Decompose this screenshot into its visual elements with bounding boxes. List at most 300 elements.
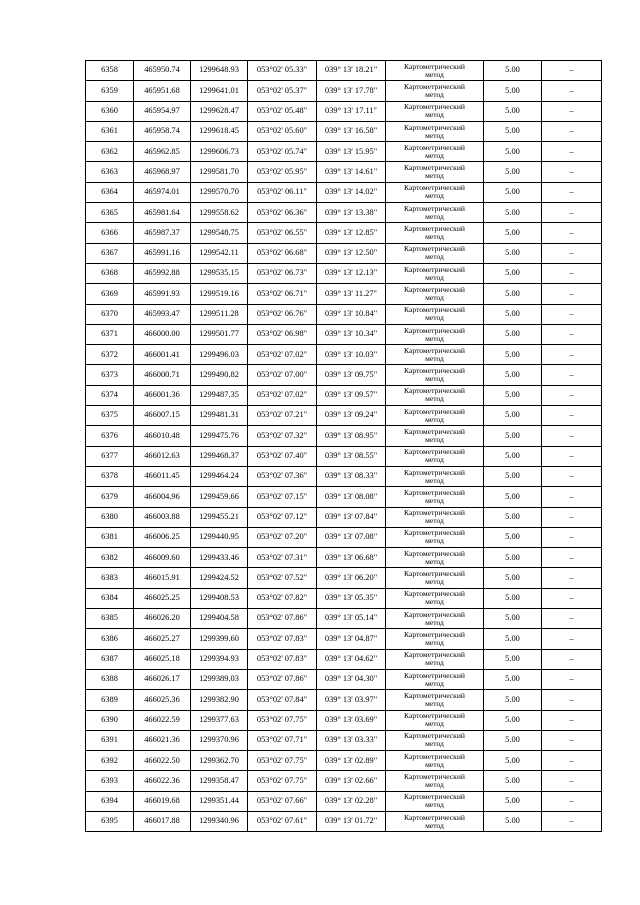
- latitude-cell: 053°02' 05.95": [248, 162, 317, 182]
- y-coordinate-cell: 1299641.01: [191, 81, 248, 101]
- coordinates-table-body: [86, 61, 602, 832]
- point-number-cell: 6372: [86, 345, 134, 365]
- method-cell: [386, 568, 484, 588]
- method-line: Картометрический: [404, 467, 465, 477]
- point-number-cell: 6359: [86, 81, 134, 101]
- latitude-cell: 053°02' 07.83": [248, 629, 317, 649]
- x-coordinate-cell: 466004.96: [134, 487, 191, 507]
- point-number-cell: 6388: [86, 669, 134, 689]
- method-line: Картометрический: [404, 305, 465, 315]
- latitude-cell: 053°02' 07.84": [248, 690, 317, 710]
- accuracy-cell: 5.00: [484, 649, 542, 669]
- method-line: метод: [425, 455, 444, 465]
- longitude-cell: 039° 13' 12.85": [317, 223, 386, 243]
- x-coordinate-cell: 465968.97: [134, 162, 191, 182]
- y-coordinate-cell: 1299370.96: [191, 730, 248, 750]
- y-coordinate-cell: 1299501.77: [191, 324, 248, 344]
- method-line: Картометрический: [404, 163, 465, 173]
- method-line: Картометрический: [404, 670, 465, 680]
- table-row: [86, 568, 602, 588]
- method-cell: [386, 446, 484, 466]
- table-row: [86, 669, 602, 689]
- method-cell: [386, 406, 484, 426]
- table-row: [86, 345, 602, 365]
- x-coordinate-cell: 466001.36: [134, 385, 191, 405]
- y-coordinate-cell: 1299487.35: [191, 385, 248, 405]
- latitude-cell: 053°02' 06.98": [248, 324, 317, 344]
- method-line: метод: [425, 313, 444, 323]
- longitude-cell: 039° 13' 18.21": [317, 61, 386, 81]
- table-row: [86, 710, 602, 730]
- point-number-cell: 6377: [86, 446, 134, 466]
- method-line: Картометрический: [404, 386, 465, 396]
- y-coordinate-cell: 1299440.95: [191, 527, 248, 547]
- method-line: метод: [425, 698, 444, 708]
- note-cell: –: [542, 121, 602, 141]
- note-cell: –: [542, 568, 602, 588]
- latitude-cell: 053°02' 07.12": [248, 507, 317, 527]
- method-cell: [386, 162, 484, 182]
- x-coordinate-cell: 465974.01: [134, 182, 191, 202]
- y-coordinate-cell: 1299399.60: [191, 629, 248, 649]
- table-row: [86, 751, 602, 771]
- point-number-cell: 6392: [86, 751, 134, 771]
- method-line: Картометрический: [404, 812, 465, 822]
- method-line: Картометрический: [404, 345, 465, 355]
- method-line: метод: [425, 475, 444, 485]
- latitude-cell: 053°02' 06.71": [248, 284, 317, 304]
- latitude-cell: 053°02' 07.66": [248, 791, 317, 811]
- point-number-cell: 6358: [86, 61, 134, 81]
- table-row: [86, 121, 602, 141]
- method-line: метод: [425, 495, 444, 505]
- method-line: Картометрический: [404, 772, 465, 782]
- method-line: Картометрический: [404, 284, 465, 294]
- y-coordinate-cell: 1299542.11: [191, 243, 248, 263]
- note-cell: –: [542, 588, 602, 608]
- longitude-cell: 039° 13' 08.55": [317, 446, 386, 466]
- table-row: [86, 61, 602, 81]
- note-cell: –: [542, 284, 602, 304]
- note-cell: –: [542, 304, 602, 324]
- method-cell: [386, 101, 484, 121]
- table-row: [86, 284, 602, 304]
- longitude-cell: 039° 13' 08.95": [317, 426, 386, 446]
- method-cell: [386, 548, 484, 568]
- note-cell: –: [542, 345, 602, 365]
- method-cell: [386, 791, 484, 811]
- longitude-cell: 039° 13' 04.62": [317, 649, 386, 669]
- latitude-cell: 053°02' 07.20": [248, 527, 317, 547]
- y-coordinate-cell: 1299468.37: [191, 446, 248, 466]
- method-cell: [386, 609, 484, 629]
- y-coordinate-cell: 1299433.46: [191, 548, 248, 568]
- note-cell: –: [542, 669, 602, 689]
- method-cell: [386, 426, 484, 446]
- accuracy-cell: 5.00: [484, 609, 542, 629]
- note-cell: –: [542, 203, 602, 223]
- point-number-cell: 6394: [86, 791, 134, 811]
- point-number-cell: 6379: [86, 487, 134, 507]
- longitude-cell: 039° 13' 02.66": [317, 771, 386, 791]
- method-line: метод: [425, 739, 444, 749]
- method-cell: [386, 61, 484, 81]
- method-line: Картометрический: [404, 406, 465, 416]
- y-coordinate-cell: 1299511.28: [191, 304, 248, 324]
- method-line: Картометрический: [404, 203, 465, 213]
- method-cell: [386, 811, 484, 831]
- method-line: Картометрический: [404, 81, 465, 91]
- method-cell: [386, 690, 484, 710]
- method-line: метод: [425, 719, 444, 729]
- latitude-cell: 053°02' 07.75": [248, 751, 317, 771]
- method-line: Картометрический: [404, 629, 465, 639]
- y-coordinate-cell: 1299481.31: [191, 406, 248, 426]
- x-coordinate-cell: 465993.47: [134, 304, 191, 324]
- accuracy-cell: 5.00: [484, 324, 542, 344]
- y-coordinate-cell: 1299404.58: [191, 609, 248, 629]
- table-row: [86, 446, 602, 466]
- table-row: [86, 466, 602, 486]
- longitude-cell: 039° 13' 09.57": [317, 385, 386, 405]
- longitude-cell: 039° 13' 16.58": [317, 121, 386, 141]
- y-coordinate-cell: 1299496.03: [191, 345, 248, 365]
- point-number-cell: 6389: [86, 690, 134, 710]
- point-number-cell: 6367: [86, 243, 134, 263]
- note-cell: –: [542, 771, 602, 791]
- note-cell: –: [542, 324, 602, 344]
- x-coordinate-cell: 465950.74: [134, 61, 191, 81]
- method-line: метод: [425, 191, 444, 201]
- accuracy-cell: 5.00: [484, 223, 542, 243]
- method-cell: [386, 182, 484, 202]
- method-cell: [386, 466, 484, 486]
- x-coordinate-cell: 465991.16: [134, 243, 191, 263]
- accuracy-cell: 5.00: [484, 162, 542, 182]
- accuracy-cell: 5.00: [484, 527, 542, 547]
- table-row: [86, 162, 602, 182]
- accuracy-cell: 5.00: [484, 385, 542, 405]
- method-line: метод: [425, 89, 444, 99]
- method-line: Картометрический: [404, 548, 465, 558]
- table-row: [86, 609, 602, 629]
- note-cell: –: [542, 81, 602, 101]
- longitude-cell: 039° 13' 12.13": [317, 263, 386, 283]
- note-cell: –: [542, 243, 602, 263]
- method-line: метод: [425, 374, 444, 384]
- accuracy-cell: 5.00: [484, 669, 542, 689]
- accuracy-cell: 5.00: [484, 243, 542, 263]
- coordinates-table: [85, 60, 602, 832]
- latitude-cell: 053°02' 07.36": [248, 466, 317, 486]
- table-row: [86, 690, 602, 710]
- latitude-cell: 053°02' 06.73": [248, 263, 317, 283]
- accuracy-cell: 5.00: [484, 751, 542, 771]
- accuracy-cell: 5.00: [484, 791, 542, 811]
- x-coordinate-cell: 466000.00: [134, 324, 191, 344]
- latitude-cell: 053°02' 07.00": [248, 365, 317, 385]
- method-cell: [386, 649, 484, 669]
- y-coordinate-cell: 1299455.21: [191, 507, 248, 527]
- point-number-cell: 6395: [86, 811, 134, 831]
- accuracy-cell: 5.00: [484, 142, 542, 162]
- longitude-cell: 039° 13' 09.24": [317, 406, 386, 426]
- method-line: метод: [425, 211, 444, 221]
- latitude-cell: 053°02' 07.02": [248, 385, 317, 405]
- y-coordinate-cell: 1299377.63: [191, 710, 248, 730]
- point-number-cell: 6387: [86, 649, 134, 669]
- accuracy-cell: 5.00: [484, 61, 542, 81]
- point-number-cell: 6366: [86, 223, 134, 243]
- method-line: метод: [425, 800, 444, 810]
- note-cell: –: [542, 61, 602, 81]
- y-coordinate-cell: 1299519.16: [191, 284, 248, 304]
- method-cell: [386, 284, 484, 304]
- y-coordinate-cell: 1299382.90: [191, 690, 248, 710]
- accuracy-cell: 5.00: [484, 182, 542, 202]
- x-coordinate-cell: 466017.88: [134, 811, 191, 831]
- accuracy-cell: 5.00: [484, 345, 542, 365]
- accuracy-cell: 5.00: [484, 568, 542, 588]
- y-coordinate-cell: 1299570.70: [191, 182, 248, 202]
- accuracy-cell: 5.00: [484, 690, 542, 710]
- point-number-cell: 6384: [86, 588, 134, 608]
- x-coordinate-cell: 466019.68: [134, 791, 191, 811]
- table-row: [86, 507, 602, 527]
- longitude-cell: 039° 13' 06.68": [317, 548, 386, 568]
- method-line: Картометрический: [404, 244, 465, 254]
- longitude-cell: 039° 13' 09.75": [317, 365, 386, 385]
- point-number-cell: 6390: [86, 710, 134, 730]
- latitude-cell: 053°02' 07.15": [248, 487, 317, 507]
- y-coordinate-cell: 1299581.70: [191, 162, 248, 182]
- point-number-cell: 6380: [86, 507, 134, 527]
- note-cell: –: [542, 811, 602, 831]
- method-cell: [386, 223, 484, 243]
- note-cell: –: [542, 263, 602, 283]
- method-cell: [386, 81, 484, 101]
- accuracy-cell: 5.00: [484, 588, 542, 608]
- accuracy-cell: 5.00: [484, 710, 542, 730]
- method-line: Картометрический: [404, 711, 465, 721]
- method-line: Картометрический: [404, 142, 465, 152]
- method-line: метод: [425, 516, 444, 526]
- y-coordinate-cell: 1299535.15: [191, 263, 248, 283]
- accuracy-cell: 5.00: [484, 730, 542, 750]
- method-line: Картометрический: [404, 751, 465, 761]
- accuracy-cell: 5.00: [484, 507, 542, 527]
- accuracy-cell: 5.00: [484, 487, 542, 507]
- longitude-cell: 039° 13' 07.08": [317, 527, 386, 547]
- point-number-cell: 6376: [86, 426, 134, 446]
- x-coordinate-cell: 466022.36: [134, 771, 191, 791]
- method-cell: [386, 669, 484, 689]
- x-coordinate-cell: 466026.20: [134, 609, 191, 629]
- y-coordinate-cell: 1299648.93: [191, 61, 248, 81]
- x-coordinate-cell: 465958.74: [134, 121, 191, 141]
- method-cell: [386, 243, 484, 263]
- y-coordinate-cell: 1299351.44: [191, 791, 248, 811]
- method-line: Картометрический: [404, 731, 465, 741]
- table-row: [86, 811, 602, 831]
- y-coordinate-cell: 1299618.45: [191, 121, 248, 141]
- method-line: Картометрический: [404, 528, 465, 538]
- latitude-cell: 053°02' 07.21": [248, 406, 317, 426]
- method-line: Картометрический: [404, 366, 465, 376]
- note-cell: –: [542, 142, 602, 162]
- x-coordinate-cell: 465951.68: [134, 81, 191, 101]
- point-number-cell: 6382: [86, 548, 134, 568]
- accuracy-cell: 5.00: [484, 811, 542, 831]
- method-line: Картометрический: [404, 122, 465, 132]
- latitude-cell: 053°02' 06.76": [248, 304, 317, 324]
- method-cell: [386, 324, 484, 344]
- accuracy-cell: 5.00: [484, 406, 542, 426]
- y-coordinate-cell: 1299548.75: [191, 223, 248, 243]
- method-line: метод: [425, 150, 444, 160]
- note-cell: –: [542, 426, 602, 446]
- y-coordinate-cell: 1299606.73: [191, 142, 248, 162]
- method-line: Картометрический: [404, 224, 465, 234]
- method-cell: [386, 751, 484, 771]
- longitude-cell: 039° 13' 14.02": [317, 182, 386, 202]
- note-cell: –: [542, 609, 602, 629]
- method-cell: [386, 527, 484, 547]
- longitude-cell: 039° 13' 17.78": [317, 81, 386, 101]
- method-cell: [386, 710, 484, 730]
- longitude-cell: 039° 13' 10.84": [317, 304, 386, 324]
- latitude-cell: 053°02' 05.74": [248, 142, 317, 162]
- x-coordinate-cell: 466022.50: [134, 751, 191, 771]
- longitude-cell: 039° 13' 03.97": [317, 690, 386, 710]
- point-number-cell: 6375: [86, 406, 134, 426]
- y-coordinate-cell: 1299475.76: [191, 426, 248, 446]
- longitude-cell: 039° 13' 07.84": [317, 507, 386, 527]
- longitude-cell: 039° 13' 11.27": [317, 284, 386, 304]
- method-line: метод: [425, 556, 444, 566]
- method-cell: [386, 345, 484, 365]
- point-number-cell: 6364: [86, 182, 134, 202]
- table-row: [86, 385, 602, 405]
- point-number-cell: 6365: [86, 203, 134, 223]
- point-number-cell: 6371: [86, 324, 134, 344]
- accuracy-cell: 5.00: [484, 101, 542, 121]
- method-line: метод: [425, 597, 444, 607]
- note-cell: –: [542, 101, 602, 121]
- longitude-cell: 039° 13' 06.20": [317, 568, 386, 588]
- method-line: метод: [425, 414, 444, 424]
- y-coordinate-cell: 1299558.62: [191, 203, 248, 223]
- longitude-cell: 039° 13' 10.03": [317, 345, 386, 365]
- longitude-cell: 039° 13' 03.33": [317, 730, 386, 750]
- x-coordinate-cell: 466025.25: [134, 588, 191, 608]
- table-row: [86, 771, 602, 791]
- latitude-cell: 053°02' 07.32": [248, 426, 317, 446]
- accuracy-cell: 5.00: [484, 121, 542, 141]
- method-cell: [386, 263, 484, 283]
- point-number-cell: 6381: [86, 527, 134, 547]
- note-cell: –: [542, 385, 602, 405]
- point-number-cell: 6383: [86, 568, 134, 588]
- x-coordinate-cell: 466009.60: [134, 548, 191, 568]
- table-row: [86, 548, 602, 568]
- method-line: Картометрический: [404, 609, 465, 619]
- method-line: метод: [425, 577, 444, 587]
- method-line: Картометрический: [404, 102, 465, 112]
- table-row: [86, 142, 602, 162]
- longitude-cell: 039° 13' 01.72": [317, 811, 386, 831]
- table-row: [86, 101, 602, 121]
- latitude-cell: 053°02' 05.33": [248, 61, 317, 81]
- note-cell: –: [542, 730, 602, 750]
- method-line: метод: [425, 130, 444, 140]
- method-line: метод: [425, 333, 444, 343]
- method-line: метод: [425, 292, 444, 302]
- x-coordinate-cell: 466000.71: [134, 365, 191, 385]
- longitude-cell: 039° 13' 13.38": [317, 203, 386, 223]
- table-row: [86, 223, 602, 243]
- y-coordinate-cell: 1299340.96: [191, 811, 248, 831]
- note-cell: –: [542, 791, 602, 811]
- longitude-cell: 039° 13' 02.28": [317, 791, 386, 811]
- method-line: метод: [425, 617, 444, 627]
- y-coordinate-cell: 1299628.47: [191, 101, 248, 121]
- method-cell: [386, 385, 484, 405]
- point-number-cell: 6361: [86, 121, 134, 141]
- accuracy-cell: 5.00: [484, 263, 542, 283]
- table-row: [86, 426, 602, 446]
- table-row: [86, 791, 602, 811]
- method-cell: [386, 487, 484, 507]
- point-number-cell: 6362: [86, 142, 134, 162]
- table-row: [86, 629, 602, 649]
- point-number-cell: 6368: [86, 263, 134, 283]
- method-line: Картометрический: [404, 325, 465, 335]
- x-coordinate-cell: 466021.36: [134, 730, 191, 750]
- note-cell: –: [542, 527, 602, 547]
- x-coordinate-cell: 466025.27: [134, 629, 191, 649]
- table-row: [86, 182, 602, 202]
- x-coordinate-cell: 466025.18: [134, 649, 191, 669]
- latitude-cell: 053°02' 05.60": [248, 121, 317, 141]
- method-line: Картометрический: [404, 61, 465, 71]
- longitude-cell: 039° 13' 04.30": [317, 669, 386, 689]
- y-coordinate-cell: 1299394.93: [191, 649, 248, 669]
- latitude-cell: 053°02' 06.55": [248, 223, 317, 243]
- latitude-cell: 053°02' 07.75": [248, 710, 317, 730]
- longitude-cell: 039° 13' 05.35": [317, 588, 386, 608]
- x-coordinate-cell: 466003.88: [134, 507, 191, 527]
- point-number-cell: 6373: [86, 365, 134, 385]
- accuracy-cell: 5.00: [484, 365, 542, 385]
- note-cell: –: [542, 182, 602, 202]
- method-line: Картометрический: [404, 792, 465, 802]
- method-cell: [386, 629, 484, 649]
- method-line: метод: [425, 637, 444, 647]
- longitude-cell: 039° 13' 08.33": [317, 466, 386, 486]
- x-coordinate-cell: 466025.36: [134, 690, 191, 710]
- method-cell: [386, 507, 484, 527]
- accuracy-cell: 5.00: [484, 771, 542, 791]
- note-cell: –: [542, 507, 602, 527]
- longitude-cell: 039° 13' 14.61": [317, 162, 386, 182]
- longitude-cell: 039° 13' 02.89": [317, 751, 386, 771]
- method-line: метод: [425, 171, 444, 181]
- x-coordinate-cell: 466001.41: [134, 345, 191, 365]
- x-coordinate-cell: 466007.15: [134, 406, 191, 426]
- latitude-cell: 053°02' 07.82": [248, 588, 317, 608]
- latitude-cell: 053°02' 05.37": [248, 81, 317, 101]
